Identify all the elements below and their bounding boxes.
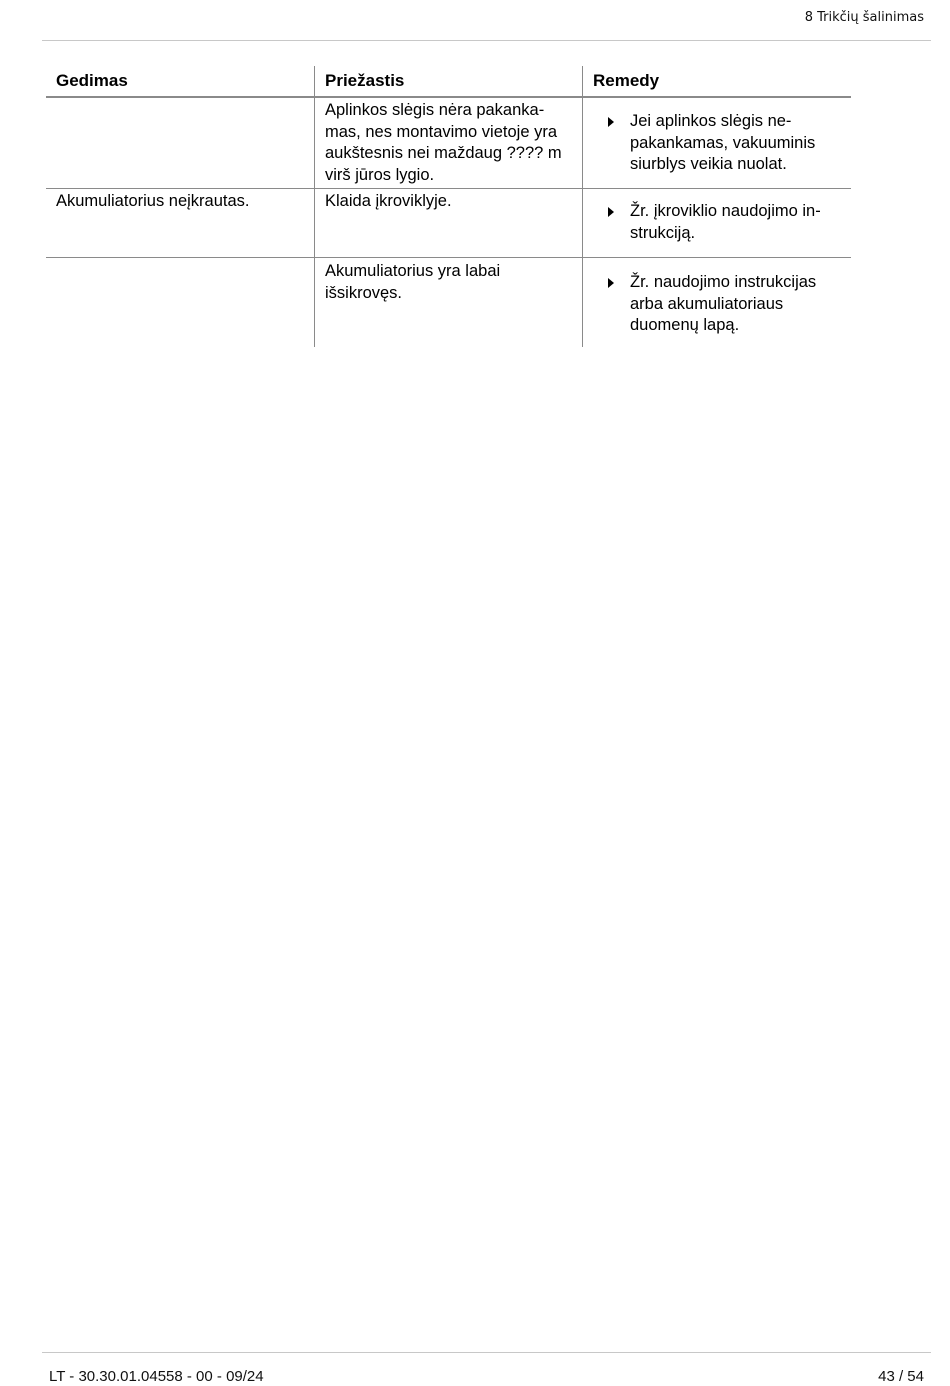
- document-code: LT - 30.30.01.04558 - 00 - 09/24: [49, 1368, 264, 1385]
- remedy-cell: [582, 98, 851, 188]
- remedy-item: [593, 272, 841, 337]
- remedy-text: Žr. įkroviklio naudojimo in-strukciją.: [630, 202, 821, 242]
- remedy-item: [593, 201, 841, 244]
- footer-divider: [42, 1352, 931, 1353]
- troubleshooting-table: [46, 66, 851, 347]
- table-row: [46, 189, 851, 258]
- fault-cell: [46, 258, 314, 347]
- triangle-bullet-icon: [608, 117, 614, 127]
- cause-cell: Akumuliatorius yra labai išsikrovęs.: [314, 258, 582, 347]
- table-header-row: [46, 66, 851, 98]
- remedy-item: [593, 111, 841, 176]
- remedy-text: Žr. naudojimo instrukcijas arba akumuliatoriaus duomenų lapą.: [630, 273, 817, 334]
- cause-cell: Aplinkos slėgis nėra pakanka-mas, nes montavimo vietoje yra aukštesnis nei maždaug ???? m virš jūros lygio.: [314, 98, 582, 188]
- remedy-cell: [582, 258, 851, 347]
- page-number: 43 / 54: [878, 1368, 924, 1385]
- table-row: [46, 98, 851, 189]
- column-header-cause: Priežastis: [314, 66, 582, 96]
- triangle-bullet-icon: [608, 278, 614, 288]
- fault-cell: [46, 98, 314, 188]
- remedy-cell: [582, 189, 851, 257]
- column-header-fault: Gedimas: [56, 71, 128, 90]
- section-title: 8 Trikčių šalinimas: [804, 10, 924, 25]
- header-divider: [42, 40, 931, 41]
- table-row: [46, 258, 851, 347]
- remedy-text: Jei aplinkos slėgis ne-pakankamas, vakuuminis siurblys veikia nuolat.: [630, 112, 816, 173]
- fault-cell: Akumuliatorius neįkrautas.: [56, 192, 250, 210]
- cause-cell: Klaida įkroviklyje.: [314, 189, 582, 257]
- column-header-remedy: Remedy: [582, 66, 851, 96]
- triangle-bullet-icon: [608, 207, 614, 217]
